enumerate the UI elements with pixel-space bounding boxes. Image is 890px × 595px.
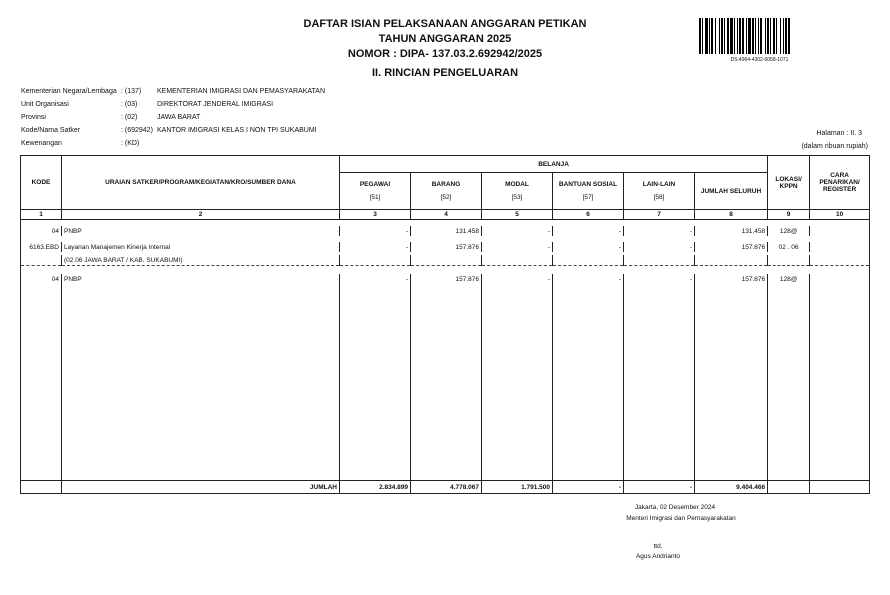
header-uraian: URAIAN SATKER/PROGRAM/KEGIATAN/KRO/SUMBER DANA: [62, 156, 340, 210]
cell-barang: 157.876: [411, 274, 482, 284]
header-kode: KODE: [21, 156, 62, 210]
header-barang: BARANG [52]: [411, 173, 482, 210]
cell-kode: [21, 255, 62, 266]
cell-lokasi: [768, 255, 810, 266]
header-pegawai: PEGAWAI [51]: [340, 173, 411, 210]
cell-barang: 131.458: [411, 226, 482, 236]
total-lokasi: [768, 481, 810, 494]
total-modal: 1.791.500: [482, 481, 553, 494]
barcode-image: [699, 18, 820, 54]
signature-name: Agus Andrianto: [635, 553, 681, 560]
info-code: : (KD): [121, 140, 140, 147]
dipa-number: NOMOR : DIPA- 137.03.2.692942/2025: [347, 48, 543, 60]
cell-uraian: PNBP: [62, 226, 340, 236]
col-number: 10: [810, 210, 870, 220]
table-row: [21, 226, 870, 236]
cell-bansos: [553, 255, 624, 266]
cell-lain: [624, 255, 695, 266]
signature-place-date: Jakarta, 02 Desember 2024: [634, 504, 716, 511]
info-code: : (137): [121, 88, 142, 95]
cell-barang: [411, 255, 482, 266]
total-jumlah: 9.404.466: [695, 481, 768, 494]
col-number: 3: [340, 210, 411, 220]
document-title: DAFTAR ISIAN PELAKSANAAN ANGGARAN PETIKAN: [303, 18, 587, 30]
col-number: 6: [553, 210, 624, 220]
page-number: [770, 130, 862, 137]
expenditure-table: [20, 155, 870, 494]
cell-lokasi: 128@: [768, 274, 810, 284]
info-value: KEMENTERIAN IMIGRASI DAN PEMASYARAKATAN: [157, 88, 326, 95]
cell-jumlah: 157.876: [695, 274, 768, 284]
fiscal-year-title: TAHUN ANGGARAN 2025: [378, 33, 512, 45]
col-number: 9: [768, 210, 810, 220]
info-value: KANTOR IMIGRASI KELAS I NON TPI SUKABUMI: [157, 127, 317, 134]
info-code: : (02): [121, 114, 138, 121]
cell-uraian: PNBP: [62, 274, 340, 284]
cell-bansos: -: [553, 226, 624, 236]
total-bansos: -: [553, 481, 624, 494]
total-cara: [810, 481, 870, 494]
unit-note: (dalam ribuan rupiah): [801, 143, 868, 150]
cell-kode: 04: [21, 226, 62, 236]
page-label: Halaman :: [816, 130, 849, 137]
cell-lain: -: [624, 274, 695, 284]
info-value: DIREKTORAT JENDERAL IMIGRASI: [157, 101, 274, 108]
header-belanja: BELANJA: [340, 156, 768, 173]
total-lain: -: [624, 481, 695, 494]
cell-cara: [810, 242, 870, 252]
cell-cara: [810, 255, 870, 266]
header-bansos: BANTUAN SOSIAL [57]: [553, 173, 624, 210]
total-label: JUMLAH: [62, 481, 340, 494]
cell-jumlah: [695, 255, 768, 266]
header-jumlah: JUMLAH SELURUH: [695, 173, 768, 210]
table-row: [21, 242, 870, 252]
cell-modal: [482, 255, 553, 266]
cell-bansos: -: [553, 242, 624, 252]
cell-barang: 157.876: [411, 242, 482, 252]
cell-pegawai: -: [340, 274, 411, 284]
signature-position: Menteri Imigrasi dan Pemasyarakatan: [626, 515, 736, 522]
info-label: Unit Organisasi: [21, 101, 69, 108]
cell-jumlah: 131.458: [695, 226, 768, 236]
col-number: 8: [695, 210, 768, 220]
info-label: Kementerian Negara/Lembaga: [21, 88, 117, 95]
section-title: II. RINCIAN PENGELUARAN: [371, 67, 519, 79]
total-pegawai: 2.834.899: [340, 481, 411, 494]
cell-lokasi: 128@: [768, 226, 810, 236]
info-label: Provinsi: [21, 114, 46, 121]
header-modal: MODAL [53]: [482, 173, 553, 210]
header-lokasi: LOKASI/ KPPN: [768, 156, 810, 210]
barcode-text: DS:4964-4302-6058-1071: [730, 57, 789, 63]
col-number: 7: [624, 210, 695, 220]
cell-kode: 6163.EBD: [21, 242, 62, 252]
cell-lain: -: [624, 226, 695, 236]
info-label: Kode/Nama Satker: [21, 127, 81, 134]
total-row: [21, 481, 870, 494]
cell-uraian: (02.06 JAWA BARAT / KAB. SUKABUMI): [62, 255, 340, 266]
cell-modal: -: [482, 242, 553, 252]
cell-kode: 04: [21, 274, 62, 284]
cell-cara: [810, 274, 870, 284]
cell-modal: -: [482, 274, 553, 284]
cell-cara: [810, 226, 870, 236]
table-row: [21, 274, 870, 284]
page-value: II. 3: [850, 130, 862, 137]
total-barang: 4.778.067: [411, 481, 482, 494]
cell-modal: -: [482, 226, 553, 236]
table-row: [21, 255, 870, 266]
cell-lokasi: 02 . 06: [768, 242, 810, 252]
signature-ttd: ttd.: [653, 543, 663, 550]
col-number: 1: [21, 210, 62, 220]
cell-pegawai: [340, 255, 411, 266]
col-number: 2: [62, 210, 340, 220]
info-code: : (692942): [121, 127, 153, 134]
col-number: 5: [482, 210, 553, 220]
col-number: 4: [411, 210, 482, 220]
header-cara: CARA PENARIKAN/ REGISTER: [810, 156, 870, 210]
cell-uraian: Layanan Manajemen Kinerja Internal: [62, 242, 340, 252]
info-value: JAWA BARAT: [157, 114, 201, 121]
info-label: Kewenangan: [21, 140, 62, 147]
cell-lain: -: [624, 242, 695, 252]
info-code: : (03): [121, 101, 138, 108]
cell-jumlah: 157.876: [695, 242, 768, 252]
header-lain: LAIN-LAIN [58]: [624, 173, 695, 210]
cell-bansos: -: [553, 274, 624, 284]
cell-pegawai: -: [340, 242, 411, 252]
cell-pegawai: -: [340, 226, 411, 236]
